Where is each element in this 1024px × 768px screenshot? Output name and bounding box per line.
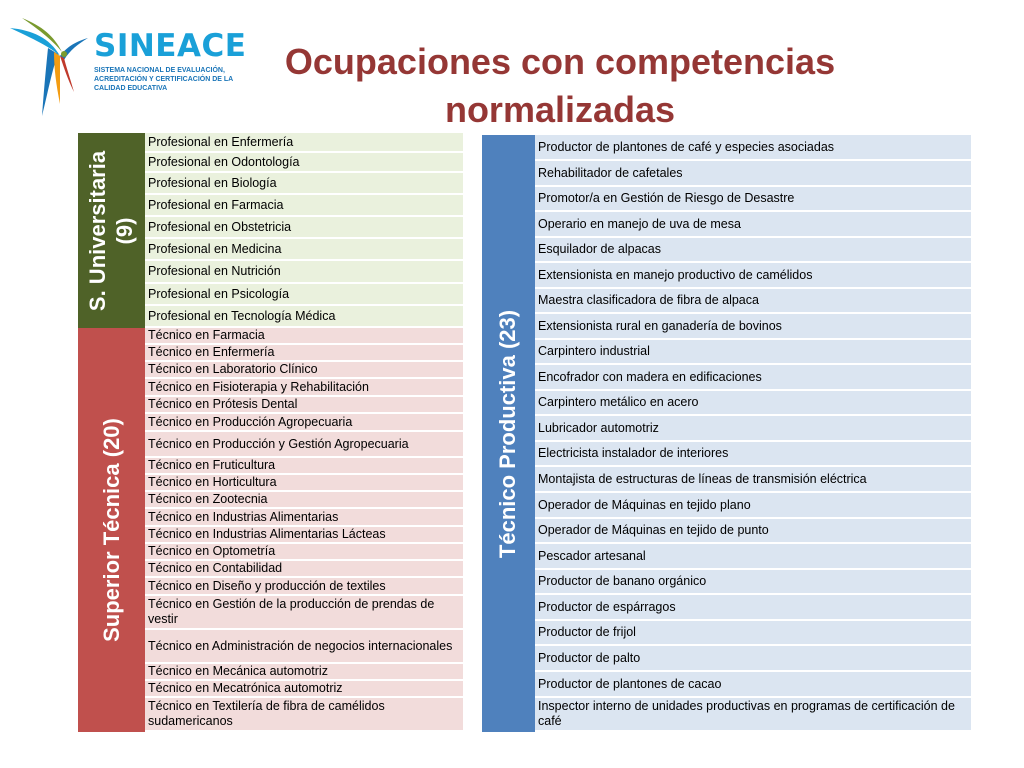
list-item: Técnico en Mecatrónica automotriz: [145, 681, 463, 698]
page-title: Ocupaciones con competencias normalizadas: [284, 41, 836, 130]
list-item: Productor de palto: [535, 646, 971, 672]
list-item: Técnico en Producción Agropecuaria: [145, 414, 463, 432]
list-item: Técnico en Zootecnia: [145, 492, 463, 509]
list-item: Inspector interno de unidades productivas en programas de certificación de café: [535, 698, 971, 732]
list-item: Profesional en Odontología: [145, 153, 463, 173]
list-item: Profesional en Obstetricia: [145, 217, 463, 239]
list-item: Profesional en Biología: [145, 173, 463, 195]
productiva-band: [482, 135, 535, 732]
list-item: Técnico en Producción y Gestión Agropecuaria: [145, 432, 463, 458]
sineace-logo: [2, 8, 247, 118]
list-item: Técnico en Textilería de fibra de camélidos sudamericanos: [145, 698, 463, 732]
list-item: Técnico en Enfermería: [145, 345, 463, 362]
list-item: Técnico en Mecánica automotriz: [145, 664, 463, 681]
list-item: Productor de plantones de café y especies asociadas: [535, 135, 971, 161]
tecnica-band: [78, 328, 145, 732]
list-item: Encofrador con madera en edificaciones: [535, 365, 971, 391]
list-item: Profesional en Enfermería: [145, 133, 463, 153]
list-item: Técnico en Industrias Alimentarias Lácteas: [145, 527, 463, 544]
list-item: Maestra clasificadora de fibra de alpaca: [535, 289, 971, 314]
list-item: Montajista de estructuras de líneas de transmisión eléctrica: [535, 467, 971, 493]
logo-name: SINEACE: [94, 28, 247, 64]
list-item: Productor de banano orgánico: [535, 570, 971, 595]
list-item: Técnico en Laboratorio Clínico: [145, 362, 463, 379]
list-item: Técnico en Fisioterapia y Rehabilitación: [145, 379, 463, 397]
list-item: Productor de plantones de cacao: [535, 672, 971, 698]
list-item: Rehabilitador de cafetales: [535, 161, 971, 187]
list-item: Operador de Máquinas en tejido de punto: [535, 519, 971, 544]
list-item: Profesional en Nutrición: [145, 261, 463, 284]
list-item: Técnico en Horticultura: [145, 475, 463, 492]
universitaria-label-line2: (9): [112, 217, 138, 244]
list-item: Operario en manejo de uva de mesa: [535, 212, 971, 238]
list-item: Promotor/a en Gestión de Riesgo de Desastre: [535, 187, 971, 212]
productiva-label: Técnico Productiva (23): [495, 309, 521, 558]
list-item: Extensionista rural en ganadería de bovinos: [535, 314, 971, 340]
list-item: Pescador artesanal: [535, 544, 971, 570]
list-item: Técnico en Optometría: [145, 544, 463, 561]
list-item: Técnico en Prótesis Dental: [145, 397, 463, 414]
logo-subtitle: SISTEMA NACIONAL DE EVALUACIÓN, ACREDITACIÓN Y CERTIFICACIÓN DE LA CALIDAD EDUCATIVA: [94, 67, 233, 92]
list-item: Esquilador de alpacas: [535, 238, 971, 263]
universitaria-label-line1: S. Universitaria: [85, 150, 111, 311]
tecnica-label: Superior Técnica (20): [98, 418, 124, 642]
list-item: Técnico en Contabilidad: [145, 561, 463, 578]
hummingbird-icon: [2, 8, 94, 118]
list-item: Técnico en Industrias Alimentarias: [145, 509, 463, 527]
list-item: Técnico en Gestión de la producción de prendas de vestir: [145, 596, 463, 630]
list-item: Productor de espárragos: [535, 595, 971, 621]
list-item: Lubricador automotriz: [535, 416, 971, 442]
list-item: Técnico en Administración de negocios internacionales: [145, 630, 463, 664]
list-item: Profesional en Farmacia: [145, 195, 463, 217]
list-item: Operador de Máquinas en tejido plano: [535, 493, 971, 519]
list-item: Profesional en Tecnología Médica: [145, 306, 463, 328]
list-item: Productor de frijol: [535, 621, 971, 646]
list-item: Técnico en Fruticultura: [145, 458, 463, 475]
list-item: Extensionista en manejo productivo de camélidos: [535, 263, 971, 289]
list-item: Carpintero metálico en acero: [535, 391, 971, 416]
list-item: Carpintero industrial: [535, 340, 971, 365]
list-item: Técnico en Diseño y producción de textiles: [145, 578, 463, 596]
list-item: Profesional en Psicología: [145, 284, 463, 306]
universitaria-band: [78, 133, 145, 328]
list-item: Electricista instalador de interiores: [535, 442, 971, 467]
list-item: Técnico en Farmacia: [145, 328, 463, 345]
list-item: Profesional en Medicina: [145, 239, 463, 261]
